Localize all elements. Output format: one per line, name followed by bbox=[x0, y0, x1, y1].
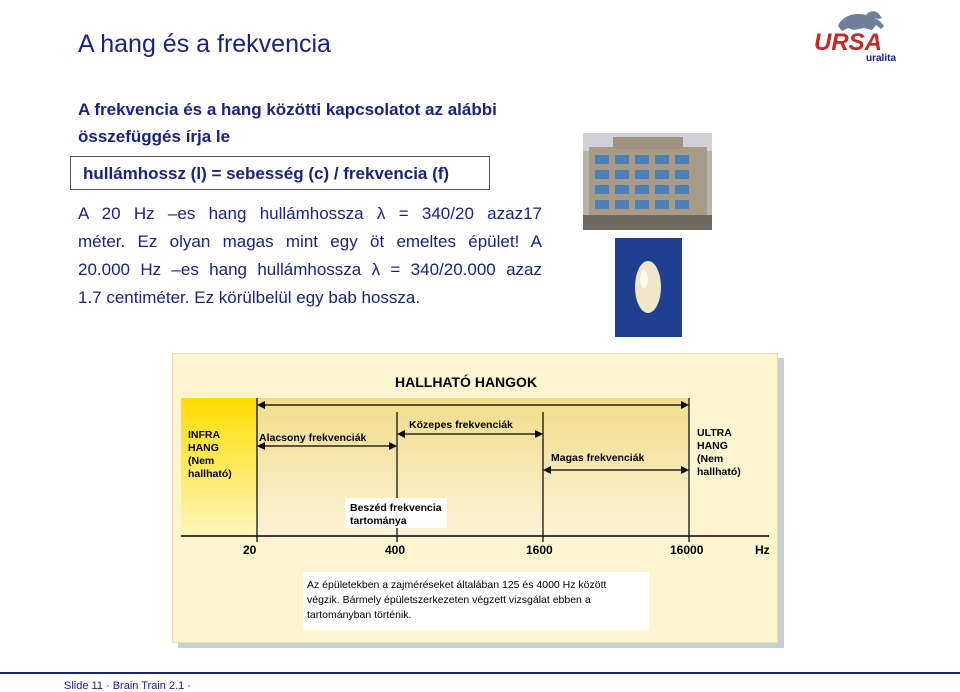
ursa-logo bbox=[808, 6, 908, 64]
bean-photo bbox=[615, 238, 682, 337]
footer-rule bbox=[0, 672, 960, 674]
ultra-line: (Nem bbox=[697, 453, 724, 465]
infra-line: hallható) bbox=[188, 468, 232, 480]
paragraph-line: 1.7 centiméter. Ez körülbelül egy bab hossza. bbox=[78, 288, 421, 307]
mid-frequencies-label: Közepes frekvenciák bbox=[409, 419, 513, 431]
tick-label: 1600 bbox=[526, 543, 553, 557]
infra-line: HANG bbox=[188, 442, 219, 454]
logo-sub: uralita bbox=[866, 53, 897, 64]
slide-footer bbox=[0, 672, 960, 692]
infra-line: (Nem bbox=[188, 455, 215, 467]
unit-label: Hz bbox=[755, 543, 770, 557]
tick-label: 400 bbox=[385, 543, 406, 557]
note-line: tartományban történik. bbox=[307, 609, 412, 621]
ultra-line: ULTRA bbox=[697, 427, 732, 439]
diagram-title: HALLHATÓ HANGOK bbox=[395, 374, 538, 390]
low-frequencies-label: Alacsony frekvenciák bbox=[259, 432, 367, 444]
logo-brand: URSA bbox=[814, 29, 883, 56]
footer-text: Slide 11 · Brain Train 2.1 · bbox=[64, 680, 191, 692]
paragraph-line: 20.000 Hz –es hang hullámhossza λ = 340/20.000 azaz bbox=[78, 260, 542, 279]
slide-title: A hang és a frekvencia bbox=[78, 30, 331, 58]
formula-box bbox=[70, 156, 490, 190]
paragraph-line: méter. Ez olyan magas mint egy öt emeltes épület! A bbox=[78, 232, 542, 251]
ultra-line: HANG bbox=[697, 440, 728, 452]
ultra-line: hallható) bbox=[697, 466, 741, 478]
ultra-label bbox=[697, 427, 741, 478]
note-line: Az épületekben a zajméréseket általában 125 és 4000 Hz között bbox=[307, 579, 607, 591]
speech-line: Beszéd frekvencia bbox=[350, 502, 442, 514]
note-line: végzik. Bármely épületszerkezeten végzett vizsgálat ebben a bbox=[307, 594, 591, 606]
building-photo bbox=[583, 133, 712, 230]
audible-sounds-diagram bbox=[172, 353, 778, 643]
intro-text bbox=[78, 96, 578, 150]
axis-ticks bbox=[243, 543, 770, 557]
speech-line: tartománya bbox=[350, 515, 407, 527]
infra-line: INFRA bbox=[188, 429, 221, 441]
tick-label: 20 bbox=[243, 543, 257, 557]
example-paragraph bbox=[78, 200, 542, 312]
intro-line: összefüggés írja le bbox=[78, 127, 231, 146]
tick-label: 16000 bbox=[670, 543, 704, 557]
high-frequencies-label: Magas frekvenciák bbox=[551, 452, 645, 464]
paragraph-line: A 20 Hz –es hang hullámhossza λ = 340/20 azaz17 bbox=[78, 204, 542, 223]
formula-text: hullámhossz (l) = sebesség (c) / frekvencia (f) bbox=[83, 164, 450, 183]
intro-line: A frekvencia és a hang közötti kapcsolatot az alábbi bbox=[78, 100, 497, 119]
